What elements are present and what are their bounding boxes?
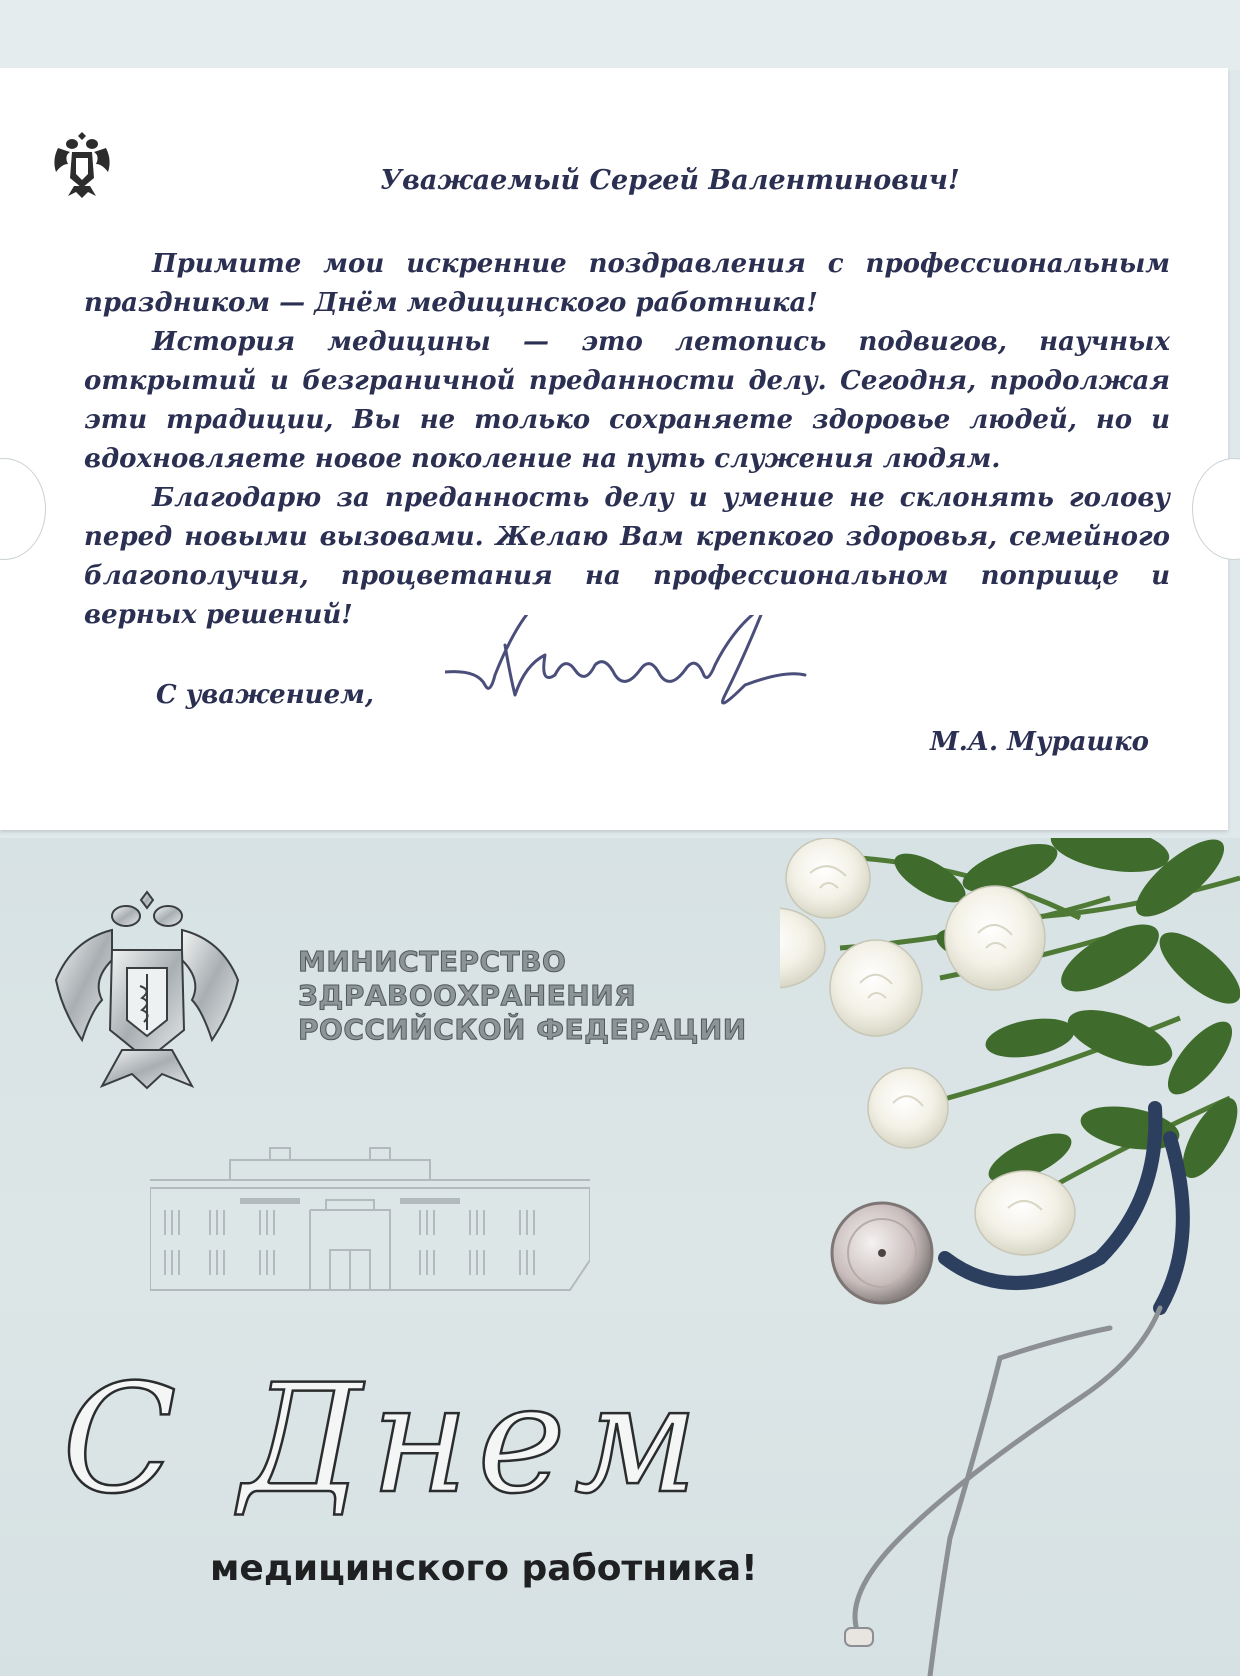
ministry-name (298, 945, 747, 1047)
handwritten-signature (445, 615, 845, 775)
sheet-notch-right (1192, 458, 1240, 560)
letter-paragraph: История медицины — это летопись подвигов, научных открытий и безграничной преданности делу. Сегодня, продолжая эти традиции, Вы не только сохраняете здоровье людей, но и вдохновляете новое поколение на путь служения людям. (84, 327, 1170, 474)
ministry-building-illustration (150, 1140, 590, 1300)
ministry-name-line: МИНИСТЕРСТВО (298, 945, 567, 978)
card-subtitle: медицинского работника! (210, 1548, 758, 1589)
letter-signer: М.А. Мурашко (930, 727, 1149, 757)
ministry-name-line: ЗДРАВООХРАНЕНИЯ (298, 979, 637, 1012)
card-title-script: С Днем (62, 1353, 707, 1527)
roses-and-stethoscope-illustration (780, 838, 1240, 1676)
letter-body (84, 245, 1170, 635)
letter-paragraph: Примите мои искренние поздравления с профессиональным праздником — Днём медицинского работника! (84, 249, 1170, 318)
letter-paragraph: Благодарю за преданность делу и умение не склонять голову перед новыми вызовами. Желаю Вам крепкого здоровья, семейного благополучия, процветания на профессиональном поприще и верных решений! (84, 483, 1170, 630)
ministry-name-line: РОССИЙСКОЙ ФЕДЕРАЦИИ (298, 1013, 747, 1046)
sheet-notch-left (0, 458, 46, 560)
ministry-coat-of-arms-icon (52, 890, 242, 1090)
letter-greeting: Уважаемый Сергей Валентинович! (380, 165, 960, 196)
letter-closing: С уважением, (156, 680, 374, 710)
background-strip (0, 0, 1240, 70)
